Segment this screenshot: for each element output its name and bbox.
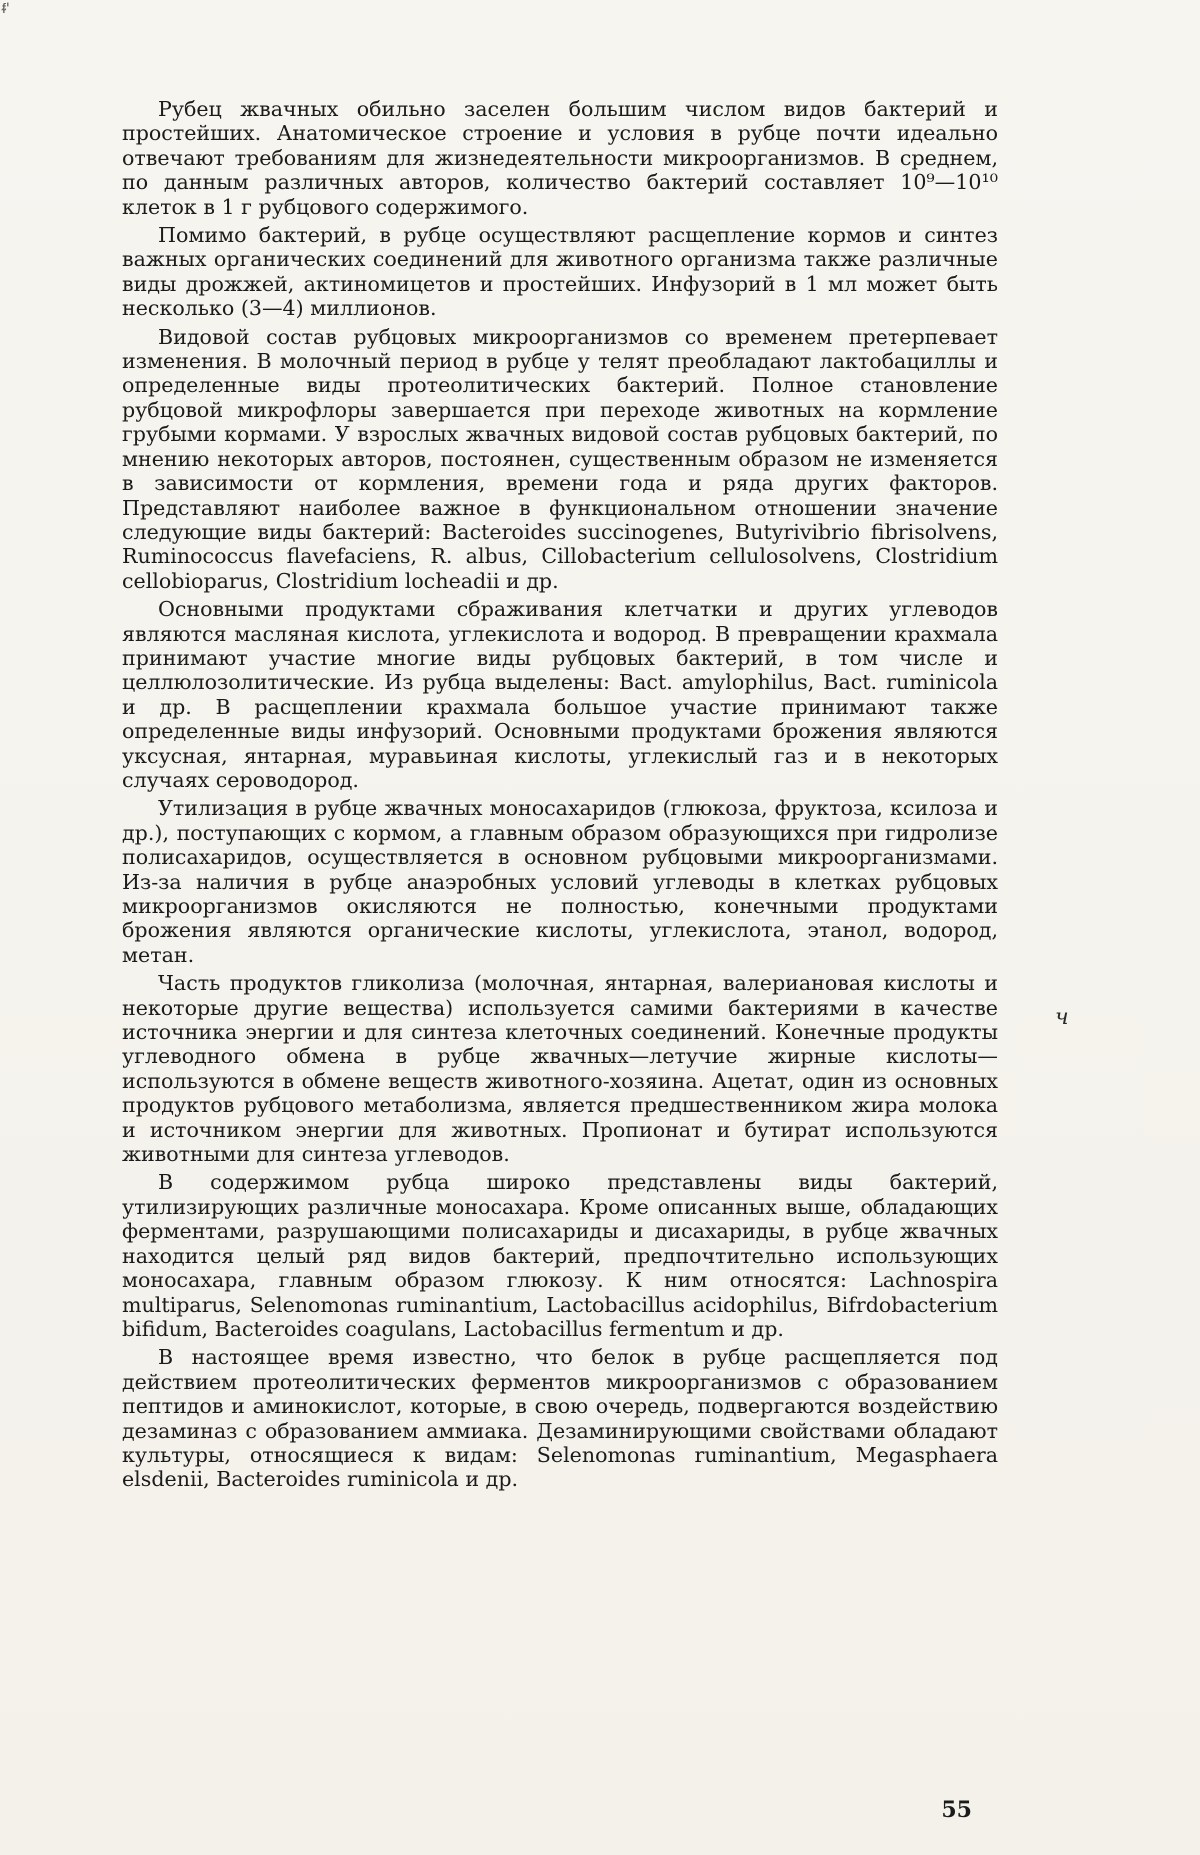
paragraph-5: Утилизация в рубце жвачных моносахаридов (глюкоза, фруктоза, ксилоза и др.), поступающих с кормом, а главным образом образующихся при гидролизе полисахаридов, осуществляется в основном рубцовыми микроорганизмами. Из-за наличия в рубце анаэробных условий углеводы в клетках рубцовых микроорганизмов окисляются не полностью, конечными продуктами брожения являются органические кислоты, углекислота, этанол, водород, метан.	[122, 796, 998, 967]
body-text	[122, 97, 998, 1496]
paragraph-7: В содержимом рубца широко представлены виды бактерий, утилизирующих различные моносахара. Кроме описанных выше, обладающих ферментами, разрушающими полисахариды и дисахариды, в рубце жвачных находится целый ряд видов бактерий, предпочтительно использующих моносахара, главным образом глюкозу. К ним относятся: Lachnospira multiparus, Selenomonas ruminantium, Lactobacillus acidophilus, Bifrdobacterium bifidum, Bacteroides coagulans, Lactobacillus fermentum и др.	[122, 1170, 998, 1341]
paragraph-4: Основными продуктами сбраживания клетчатки и других углеводов являются масляная кислота, углекислота и водород. В превращении крахмала принимают участие многие виды рубцовых бактерий, в том числе и целлюлозолитические. Из рубца выделены: Bact. amylophilus, Bact. ruminicola и др. В расщеплении крахмала большое участие принимают также определенные виды инфузорий. Основными продуктами брожения являются уксусная, янтарная, муравьиная кислоты, углекислый газ и в некоторых случаях сероводород.	[122, 597, 998, 792]
paragraph-1: Рубец жвачных обильно заселен большим числом видов бактерий и простейших. Анатомическое строение и условия в рубце почти идеально отвечают требованиям для жизнедеятельности микроорганизмов. В среднем, по данным различных авторов, количество бактерий составляет 10⁹—10¹⁰ клеток в 1 г рубцового содержимого.	[122, 97, 998, 219]
paragraph-6: Часть продуктов гликолиза (молочная, янтарная, валериановая кислоты и некоторые другие вещества) используется самими бактериями в качестве источника энергии и для синтеза клеточных соединений. Конечные продукты углеводного обмена в рубце жвачных—летучие жирные кислоты—используются в обмене веществ животного-хозяина. Ацетат, один из основных продуктов рубцового метаболизма, является предшественником жира молока и источником энергии для животных. Пропионат и бутират используются животными для синтеза углеводов.	[122, 971, 998, 1167]
paragraph-3: Видовой состав рубцовых микроорганизмов со временем претерпевает изменения. В молочный период в рубце у телят преобладают лактобациллы и определенные виды протеолитических бактерий. Полное становление рубцовой микрофлоры завершается при переходе животных на кормление грубыми кормами. У взрослых жвачных видовой состав рубцовых бактерий, по мнению некоторых авторов, постоянен, существенным образом не изменяется в зависимости от кормления, времени года и ряда других факторов. Представляют наиболее важное в функциональном отношении значение следующие виды бактерий: Bacteroides succinogenes, Butyrivibrio fibrisolvens, Ruminococcus flavefaciens, R. albus, Cillobacterium cellulosolvens, Clostridium cellobioparus, Clostridium locheadii и др.	[122, 324, 998, 593]
paragraph-2: Помимо бактерий, в рубце осуществляют расщепление кормов и синтез важных органических соединений для животного организма также различные виды дрожжей, актиномицетов и простейших. Инфузорий в 1 мл может быть несколько (3—4) миллионов.	[122, 223, 998, 321]
margin-note: ч	[1055, 1005, 1069, 1030]
corner-mark: ᵮ'	[2, 1, 10, 17]
paragraph-8: В настоящее время известно, что белок в рубце расщепляется под действием протеолитических ферментов микроорганизмов с образованием пептидов и аминокислот, которые, в свою очередь, подвергаются воздействию дезаминаз с образованием аммиака. Дезаминирующими свойствами обладают культуры, относящиеся к видам: Selenomonas ruminantium, Megasphaera elsdenii, Bacteroides ruminicola и др.	[122, 1345, 998, 1492]
page-number: 55	[941, 1797, 972, 1823]
